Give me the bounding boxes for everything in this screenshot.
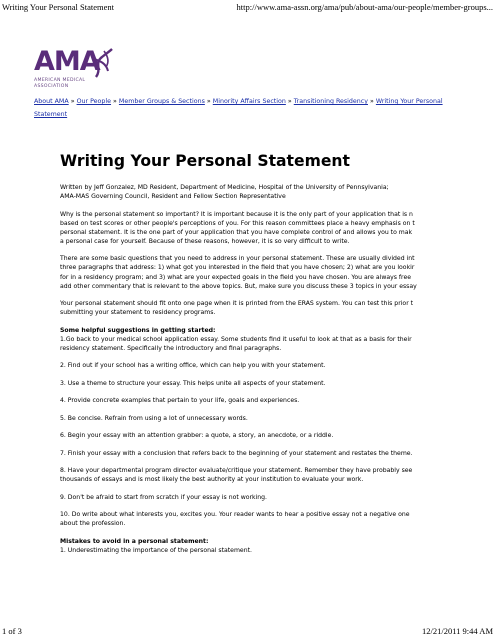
suggestions-heading: Some helpful suggestions in getting started: [60, 326, 216, 334]
print-header [0, 2, 495, 14]
paragraph-line: 10. Do write about what interests you, excites you. Your reader wants to hear a positive essay not a negative one [60, 511, 410, 519]
paragraph-questions [60, 254, 495, 290]
print-header-url: http://www.ama-assn.org/ama/pub/about-ama/our-people/member-groups... [236, 2, 493, 12]
ama-logo[interactable] [34, 47, 134, 95]
suggestion-4 [60, 396, 495, 405]
breadcrumb-link-statement[interactable]: Statement [34, 110, 68, 118]
breadcrumb-separator: » [370, 98, 374, 105]
breadcrumb-link-writing-personal[interactable]: Writing Your Personal [375, 98, 443, 105]
breadcrumb-link-our-people[interactable]: Our People [76, 98, 112, 105]
paragraph-importance [60, 210, 495, 246]
print-header-title: Writing Your Personal Statement [2, 2, 115, 12]
suggestion-8 [60, 466, 495, 484]
page-content [34, 96, 495, 563]
paragraph-line: Why is the personal statement so important? It is important because it is the only part of your application that is n [60, 210, 413, 218]
suggestion-1 [60, 326, 495, 353]
paragraph-line: 2. Find out if your school has a writing office, which can help you with your statement. [60, 362, 326, 370]
suggestion-5 [60, 414, 495, 423]
paragraph-line: thousands of essays and is most likely the best authority at your institution to evaluate your work. [60, 476, 364, 484]
mistakes-section [60, 537, 495, 555]
suggestion-6 [60, 431, 495, 440]
suggestion-9 [60, 493, 495, 502]
breadcrumb-link-transitioning-residency[interactable]: Transitioning Residency [293, 98, 368, 105]
paragraph-line: add other commentary that is relevant to the above topics. But, make sure you discuss these 3 topics in your essay [60, 282, 417, 290]
byline-line: Written by Jeff Gonzalez, MD Resident, Department of Medicine, Hospital of the University of Pennsylvania; [60, 184, 389, 191]
article-body [60, 183, 495, 563]
suggestion-2 [60, 361, 495, 370]
paragraph-line: 6. Begin your essay with an attention grabber: a quote, a story, an anecdote, or a riddle. [60, 432, 334, 440]
paragraph-line: 3. Use a theme to structure your essay. This helps unite all aspects of your statement. [60, 379, 326, 387]
suggestion-3 [60, 379, 495, 388]
paragraph-line: 5. Be concise. Refrain from using a lot of unnecessary words. [60, 414, 248, 422]
page-title: Writing Your Personal Statement [60, 152, 350, 170]
page-number: 1 of 3 [2, 626, 22, 636]
paragraph-line: for in a residency program; and 3) what are your expected goals in the field you have chosen. You are always free [60, 273, 411, 281]
paragraph-line: three paragraphs that address: 1) what got you interested in the field that you have chosen; 2) what are you lookir [60, 264, 415, 272]
paragraph-line: about the profession. [60, 520, 126, 528]
breadcrumb-separator: » [287, 98, 292, 105]
print-datetime: 12/21/2011 9:44 AM [422, 626, 493, 636]
paragraph-line: 8. Have your departmental program director evaluate/critique your statement. Remember they have probably see [60, 467, 413, 475]
paragraph-line: 9. Don't be afraid to start from scratch if your essay is not working. [60, 493, 268, 501]
logo-subline-1: AMERICAN MEDICAL [34, 78, 86, 83]
breadcrumb-separator: » [206, 98, 211, 105]
byline-line: AMA-MAS Governing Council, Resident and Fellow Section Representative [60, 193, 286, 201]
paragraph-line: 1.Go back to your medical school application essay. Some students find it useful to look at that as a basis for their [60, 335, 412, 343]
breadcrumb-link-member-groups[interactable]: Member Groups & Sections [118, 98, 205, 105]
paragraph-line: residency statement. Specifically the introductory and final paragraphs. [60, 344, 282, 352]
paragraph-line: There are some basic questions that you need to address in your personal statement. These are usually divided int [60, 255, 415, 263]
mistakes-heading: Mistakes to avoid in a personal statement: [60, 537, 209, 545]
breadcrumb-separator: » [70, 98, 75, 105]
paragraph-line: 4. Provide concrete examples that pertain to your life, goals and experiences. [60, 397, 300, 405]
paragraph-line: submitting your statement to residency programs. [60, 309, 216, 317]
logo-subline-2: ASSOCIATION [34, 84, 69, 89]
paragraph-line: personal statement. It is the one part of your application that you have complete control of and allows you to mak [60, 228, 413, 236]
logo-wordmark: AMA [34, 46, 100, 77]
breadcrumb-link-minority-affairs[interactable]: Minority Affairs Section [212, 98, 286, 105]
suggestion-7 [60, 449, 495, 458]
breadcrumb-link-about-ama[interactable]: About AMA [34, 98, 69, 105]
print-footer [0, 626, 495, 638]
paragraph-line: a personal case for yourself. Because of these reasons, however, it is so very difficult to write. [60, 237, 350, 245]
breadcrumb [34, 96, 454, 121]
paragraph-line: 7. Finish your essay with a conclusion that refers back to the beginning of your statement and restates the theme. [60, 449, 413, 457]
paragraph-length [60, 299, 495, 317]
caduceus-icon [92, 47, 114, 79]
paragraph-line: based on test scores or other people's perceptions of you. For this reason committees place a heavy emphasis on t [60, 219, 415, 227]
paragraph-line: Your personal statement should fit onto one page when it is printed from the ERAS system. You can test this prior t [60, 300, 414, 308]
byline [60, 183, 495, 201]
paragraph-line: 1. Underestimating the importance of the personal statement. [60, 547, 252, 554]
suggestion-10 [60, 510, 495, 528]
breadcrumb-separator: » [113, 98, 117, 105]
